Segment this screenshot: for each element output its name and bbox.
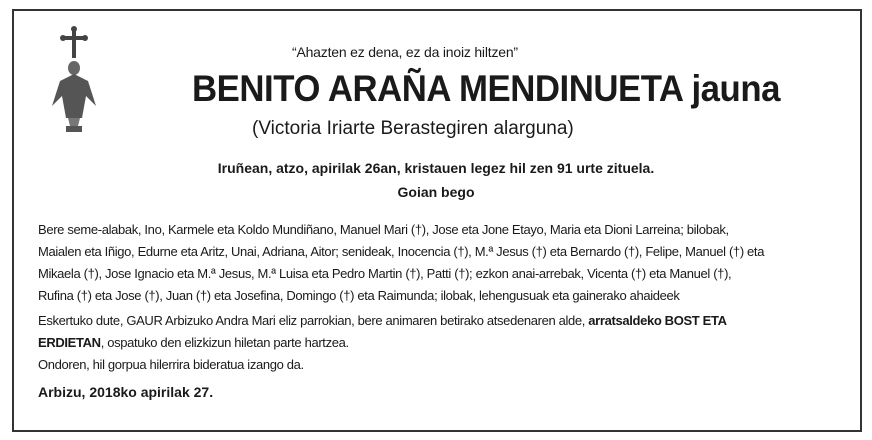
family-line: Rufina (†) eta Jose (†), Juan (†) eta Josefina, Domingo (†) eta Raimunda; ilobak, lehengusuak eta gainerako ahaideek	[38, 288, 680, 303]
family-line: Bere seme-alabak, Ino, Karmele eta Koldo Mundiñano, Manuel Mari (†), Jose eta Jone Etayo, Maria eta Dioni Larreina; bilobak,	[38, 222, 729, 237]
funeral-time-cont: ERDIETAN	[38, 335, 101, 350]
deceased-name	[192, 68, 780, 110]
death-notice: Iruñean, atzo, apirilak 26an, kristauen legez hil zen 91 urte zituela.	[217, 160, 655, 176]
spouse-note: (Victoria Iriarte Berastegiren alarguna)	[252, 118, 574, 139]
angel-cross-icon	[48, 26, 100, 136]
blessing: Goian bego	[397, 184, 475, 200]
funeral-text: Eskertuko dute, GAUR Arbizuko Andra Mari eliz parrokian, bere animaren betirako atsedenaren alde,	[38, 313, 589, 328]
funeral-time: arratsaldeko BOST ETA	[588, 313, 727, 328]
honorific: jauna	[691, 68, 780, 109]
place-date: Arbizu, 2018ko apirilak 27.	[38, 384, 214, 400]
deceased-name-text: BENITO ARAÑA MENDINUETA	[192, 68, 683, 109]
family-list	[38, 219, 764, 307]
family-line: Maialen eta Iñigo, Edurne eta Aritz, Unai, Adriana, Aitor; senideak, Inocencia (†), M.ª Jesus (†) eta Bernardo (†), Felipe, Manuel (†) eta	[38, 244, 765, 259]
funeral-details	[38, 310, 727, 376]
funeral-text-cont: , ospatuko den elizkizun hiletan parte hartzea.	[100, 335, 349, 350]
burial-note: Ondoren, hil gorpua hilerrira bideratua izango da.	[38, 357, 304, 372]
quote: “Ahazten ez dena, ez da inoiz hiltzen”	[292, 44, 518, 60]
family-line: Mikaela (†), Jose Ignacio eta M.ª Jesus, M.ª Luisa eta Pedro Martin (†), Patti (†); ezkon anai-arrebak, Vicenta (†) eta Manuel (†),	[38, 266, 732, 281]
